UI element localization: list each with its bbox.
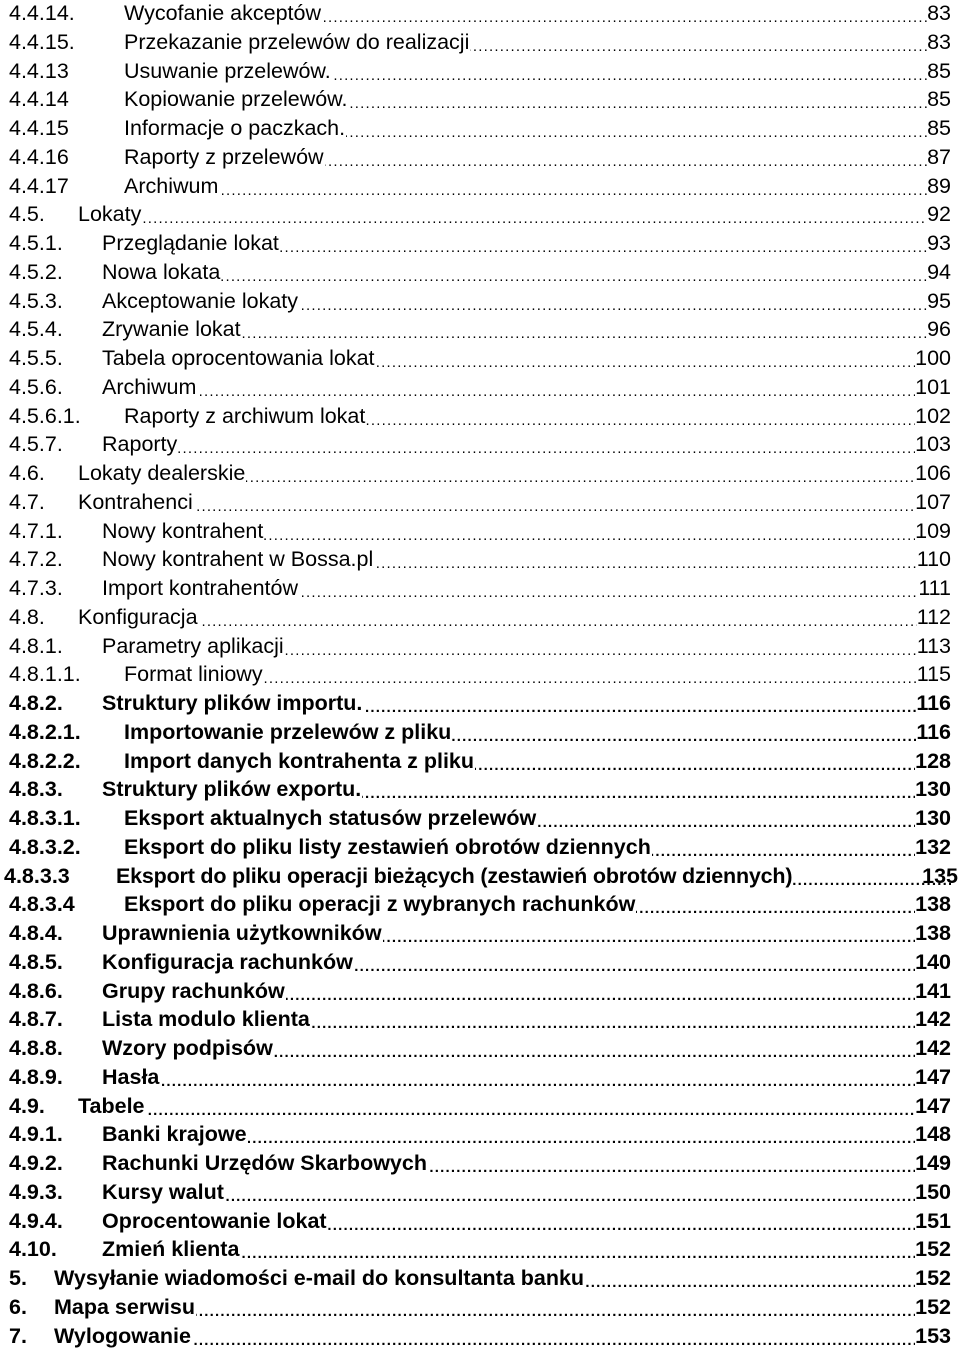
toc-entry-page: 132 <box>915 833 951 862</box>
toc-entry-page: 147 <box>915 1092 951 1121</box>
toc-entry[interactable] <box>0 890 960 919</box>
toc-entry[interactable] <box>0 574 960 603</box>
toc-entry[interactable] <box>0 0 960 28</box>
toc-entry-number: 4.5.5. <box>9 344 63 373</box>
toc-entry-page: 111 <box>918 574 951 603</box>
toc-entry-page: 138 <box>915 890 951 919</box>
toc-entry-title: Eksport aktualnych statusów przelewów <box>124 804 537 833</box>
toc-entry[interactable] <box>0 1322 960 1351</box>
toc-entry[interactable] <box>0 517 960 546</box>
toc-entry[interactable] <box>0 488 960 517</box>
toc-entry-title: Archiwum <box>124 172 219 201</box>
toc-entry-title: Kontrahenci <box>78 488 194 517</box>
toc-entry-number: 4.7. <box>9 488 45 517</box>
toc-entry-title: Mapa serwisu <box>54 1293 196 1322</box>
toc-entry-title: Struktury plików exportu. <box>102 775 362 804</box>
toc-entry-title: Przeglądanie lokat <box>102 229 280 258</box>
toc-entry-number: 4.8.6. <box>9 977 63 1006</box>
toc-entry-page: 138 <box>915 919 951 948</box>
toc-entry-title: Akceptowanie lokaty <box>102 287 299 316</box>
toc-entry[interactable] <box>0 57 960 86</box>
toc-entry-title: Tabele <box>78 1092 146 1121</box>
toc-entry[interactable] <box>0 85 960 114</box>
toc-entry-page: 85 <box>927 85 951 114</box>
toc-entry-page: 89 <box>927 172 951 201</box>
toc-entry-number: 4.8.9. <box>9 1063 63 1092</box>
toc-entry-title: Raporty z archiwum lokat <box>124 402 366 431</box>
toc-entry[interactable] <box>0 200 960 229</box>
toc-entry-number: 7. <box>9 1322 27 1351</box>
toc-entry-title: Lokaty <box>78 200 142 229</box>
toc-entry-page: 140 <box>915 948 951 977</box>
toc-entry-number: 4.5.1. <box>9 229 63 258</box>
toc-entry-number: 4.7.2. <box>9 545 63 574</box>
toc-leader-dots <box>78 200 951 232</box>
toc-entry-title: Raporty z przelewów <box>124 143 325 172</box>
toc-entry[interactable] <box>0 315 960 344</box>
toc-leader-dots <box>102 1178 951 1210</box>
toc-leader-dots <box>78 488 951 520</box>
toc-entry-title: Eksport do pliku operacji bieżących (zestawień obrotów dziennych) <box>116 862 793 891</box>
toc-leader-dots <box>124 172 951 204</box>
toc-entry-page: 142 <box>915 1005 951 1034</box>
toc-entry-title: Zrywanie lokat <box>102 315 242 344</box>
toc-entry-number: 4.4.16 <box>9 143 69 172</box>
toc-entry-title: Raporty <box>102 430 178 459</box>
toc-entry-title: Przekazanie przelewów do realizacji <box>124 28 470 57</box>
toc-entry-page: 103 <box>915 430 951 459</box>
toc-entry-page: 150 <box>915 1178 951 1207</box>
toc-entry-number: 4.9.4. <box>9 1207 63 1236</box>
toc-entry-title: Nowy kontrahent <box>102 517 264 546</box>
toc-leader-dots <box>102 258 951 290</box>
toc-entry-title: Zmień klienta <box>102 1235 240 1264</box>
toc-entry-number: 4.5.2. <box>9 258 63 287</box>
toc-entry[interactable] <box>0 28 960 57</box>
toc-entry-number: 4.9.1. <box>9 1120 63 1149</box>
toc-entry-number: 4.5.6.1. <box>9 402 81 431</box>
toc-entry-page: 93 <box>927 229 951 258</box>
toc-entry-title: Lista modulo klienta <box>102 1005 311 1034</box>
toc-entry[interactable] <box>0 459 960 488</box>
toc-entry[interactable] <box>0 1063 960 1092</box>
toc-entry-number: 4.8. <box>9 603 45 632</box>
toc-entry-page: 128 <box>915 747 951 776</box>
toc-entry-title: Struktury plików importu. <box>102 689 363 718</box>
toc-entry-page: 153 <box>915 1322 951 1351</box>
toc-entry-number: 4.5.3. <box>9 287 63 316</box>
toc-entry[interactable] <box>0 862 960 891</box>
toc-entry-page: 109 <box>915 517 951 546</box>
toc-entry[interactable] <box>0 114 960 143</box>
toc-entry-page: 152 <box>915 1264 951 1293</box>
toc-entry-number: 4.7.3. <box>9 574 63 603</box>
toc-entry-title: Usuwanie przelewów. <box>124 57 332 86</box>
toc-entry[interactable] <box>0 229 960 258</box>
toc-entry-page: 110 <box>917 545 951 574</box>
toc-entry[interactable] <box>0 1120 960 1149</box>
toc-entry-title: Tabela oprocentowania lokat <box>102 344 376 373</box>
toc-entry-page: 96 <box>927 315 951 344</box>
toc-entry[interactable] <box>0 545 960 574</box>
toc-entry-page: 85 <box>927 114 951 143</box>
toc-entry-number: 6. <box>9 1293 27 1322</box>
toc-entry-title: Rachunki Urzędów Skarbowych <box>102 1149 428 1178</box>
toc-entry-page: 116 <box>916 718 951 747</box>
toc-entry-title: Parametry aplikacji <box>102 632 285 661</box>
toc-entry-title: Oprocentowanie lokat <box>102 1207 328 1236</box>
toc-entry-page: 116 <box>916 689 951 718</box>
toc-entry-number: 4.6. <box>9 459 45 488</box>
toc-entry[interactable] <box>0 287 960 316</box>
toc-entry-number: 4.7.1. <box>9 517 63 546</box>
toc-entry-title: Importowanie przelewów z pliku <box>124 718 452 747</box>
toc-entry-title: Konfiguracja <box>78 603 199 632</box>
toc-entry-page: 95 <box>927 287 951 316</box>
toc-entry-number: 4.8.3.4 <box>9 890 75 919</box>
toc-entry-title: Archiwum <box>102 373 197 402</box>
toc-entry-title: Konfiguracja rachunków <box>102 948 354 977</box>
toc-entry[interactable] <box>0 1264 960 1293</box>
toc-entry-page: 141 <box>915 977 951 1006</box>
toc-entry-title: Lokaty dealerskie <box>78 459 246 488</box>
toc-entry-number: 4.4.17 <box>9 172 69 201</box>
toc-entry-title: Informacje o paczkach. <box>124 114 346 143</box>
toc-entry[interactable] <box>0 747 960 776</box>
toc-entry[interactable] <box>0 689 960 718</box>
toc-entry-number: 4.9.2. <box>9 1149 63 1178</box>
toc-entry-number: 4.8.1. <box>9 632 63 661</box>
toc-entry-number: 4.8.4. <box>9 919 63 948</box>
toc-entry-number: 4.8.3. <box>9 775 63 804</box>
toc-entry[interactable] <box>0 919 960 948</box>
toc-entry-page: 102 <box>915 402 951 431</box>
toc-entry[interactable] <box>0 804 960 833</box>
toc-entry-title: Eksport do pliku listy zestawień obrotów dziennych <box>124 833 652 862</box>
toc-entry-number: 4.8.7. <box>9 1005 63 1034</box>
toc-entry-number: 4.9. <box>9 1092 45 1121</box>
toc-entry[interactable] <box>0 402 960 431</box>
toc-entry-number: 4.8.3.3 <box>4 862 70 891</box>
toc-entry[interactable] <box>0 1034 960 1063</box>
toc-entry-title: Import kontrahentów <box>102 574 299 603</box>
toc-entry-number: 4.4.15. <box>9 28 75 57</box>
toc-entry-page: 112 <box>917 603 951 632</box>
toc-leader-dots <box>102 1063 951 1095</box>
toc-entry-number: 4.5.6. <box>9 373 63 402</box>
toc-entry-title: Eksport do pliku operacji z wybranych rachunków <box>124 890 636 919</box>
toc-entry-page: 130 <box>915 775 951 804</box>
toc-entry-title: Kopiowanie przelewów. <box>124 85 349 114</box>
toc-entry-number: 4.5. <box>9 200 45 229</box>
toc-entry-title: Kursy walut <box>102 1178 225 1207</box>
toc-entry-number: 4.5.7. <box>9 430 63 459</box>
toc-entry[interactable] <box>0 344 960 373</box>
toc-entry-number: 4.8.3.2. <box>9 833 81 862</box>
toc-entry-page: 147 <box>915 1063 951 1092</box>
toc-entry[interactable] <box>0 258 960 287</box>
toc-entry-page: 152 <box>915 1235 951 1264</box>
toc-entry-page: 101 <box>915 373 951 402</box>
toc-entry[interactable] <box>0 1293 960 1322</box>
toc-entry-number: 4.8.2. <box>9 689 63 718</box>
toc-entry-number: 4.4.13 <box>9 57 69 86</box>
toc-entry[interactable] <box>0 977 960 1006</box>
toc-entry-page: 107 <box>915 488 951 517</box>
toc-entry-page: 142 <box>915 1034 951 1063</box>
toc-leader-dots <box>102 430 951 462</box>
toc-entry[interactable] <box>0 430 960 459</box>
toc-entry[interactable] <box>0 1092 960 1121</box>
toc-entry[interactable] <box>0 1178 960 1207</box>
toc-entry-number: 4.5.4. <box>9 315 63 344</box>
toc-entry-title: Wycofanie akceptów <box>124 0 322 28</box>
toc-entry-title: Format liniowy <box>124 660 264 689</box>
toc-entry-title: Import danych kontrahenta z pliku <box>124 747 475 776</box>
toc-entry-title: Nowa lokata <box>102 258 221 287</box>
toc-entry-page: 100 <box>915 344 951 373</box>
toc-entry[interactable] <box>0 603 960 632</box>
toc-entry-page: 94 <box>927 258 951 287</box>
toc-entry[interactable] <box>0 833 960 862</box>
toc-leader-dots <box>78 1092 951 1124</box>
toc-entry[interactable] <box>0 1207 960 1236</box>
toc-entry-page: 92 <box>927 200 951 229</box>
toc-entry[interactable] <box>0 718 960 747</box>
toc-entry[interactable] <box>0 1005 960 1034</box>
toc-entry[interactable] <box>0 948 960 977</box>
toc-entry-page: 85 <box>927 57 951 86</box>
toc-entry-page: 151 <box>915 1207 951 1236</box>
toc-entry-number: 4.10. <box>9 1235 57 1264</box>
toc-leader-dots <box>102 373 951 405</box>
toc-entry-number: 4.8.1.1. <box>9 660 81 689</box>
toc-entry-page: 115 <box>917 660 951 689</box>
toc-leader-dots <box>78 603 951 635</box>
toc-entry-number: 4.4.14. <box>9 0 75 28</box>
toc-entry[interactable] <box>0 775 960 804</box>
toc-entry-title: Nowy kontrahent w Bossa.pl <box>102 545 374 574</box>
toc-entry-number: 4.8.2.1. <box>9 718 81 747</box>
toc-entry-title: Wysyłanie wiadomości e-mail do konsultanta banku <box>54 1264 585 1293</box>
toc-entry-title: Banki krajowe <box>102 1120 248 1149</box>
toc-entry-title: Wzory podpisów <box>102 1034 274 1063</box>
toc-entry[interactable] <box>0 660 960 689</box>
toc-entry-number: 4.4.14 <box>9 85 69 114</box>
toc-entry-title: Wylogowanie <box>54 1322 192 1351</box>
toc-entry-page: 106 <box>915 459 951 488</box>
toc-entry[interactable] <box>0 373 960 402</box>
toc-entry-page: 113 <box>917 632 951 661</box>
toc-entry[interactable] <box>0 1235 960 1264</box>
toc-entry[interactable] <box>0 1149 960 1178</box>
toc-entry-number: 4.8.2.2. <box>9 747 81 776</box>
toc-entry-page: 83 <box>927 28 951 57</box>
toc-entry-title: Hasła <box>102 1063 160 1092</box>
toc-entry-title: Uprawnienia użytkowników <box>102 919 383 948</box>
toc-entry-number: 4.8.5. <box>9 948 63 977</box>
toc-entry-page: 130 <box>915 804 951 833</box>
toc-entry-page: 87 <box>927 143 951 172</box>
toc-entry[interactable] <box>0 143 960 172</box>
toc-entry-page: 148 <box>915 1120 951 1149</box>
toc-entry-page: 152 <box>915 1293 951 1322</box>
toc-entry-page: 135 <box>922 862 958 891</box>
toc-entry-number: 4.4.15 <box>9 114 69 143</box>
toc-entry-number: 4.8.8. <box>9 1034 63 1063</box>
toc-entry[interactable] <box>0 172 960 201</box>
toc-entry-number: 5. <box>9 1264 27 1293</box>
toc-entry-number: 4.9.3. <box>9 1178 63 1207</box>
toc-entry-page: 149 <box>915 1149 951 1178</box>
toc-entry-page: 83 <box>927 0 951 28</box>
toc-entry-number: 4.8.3.1. <box>9 804 81 833</box>
toc-entry-title: Grupy rachunków <box>102 977 286 1006</box>
toc-entry[interactable] <box>0 632 960 661</box>
